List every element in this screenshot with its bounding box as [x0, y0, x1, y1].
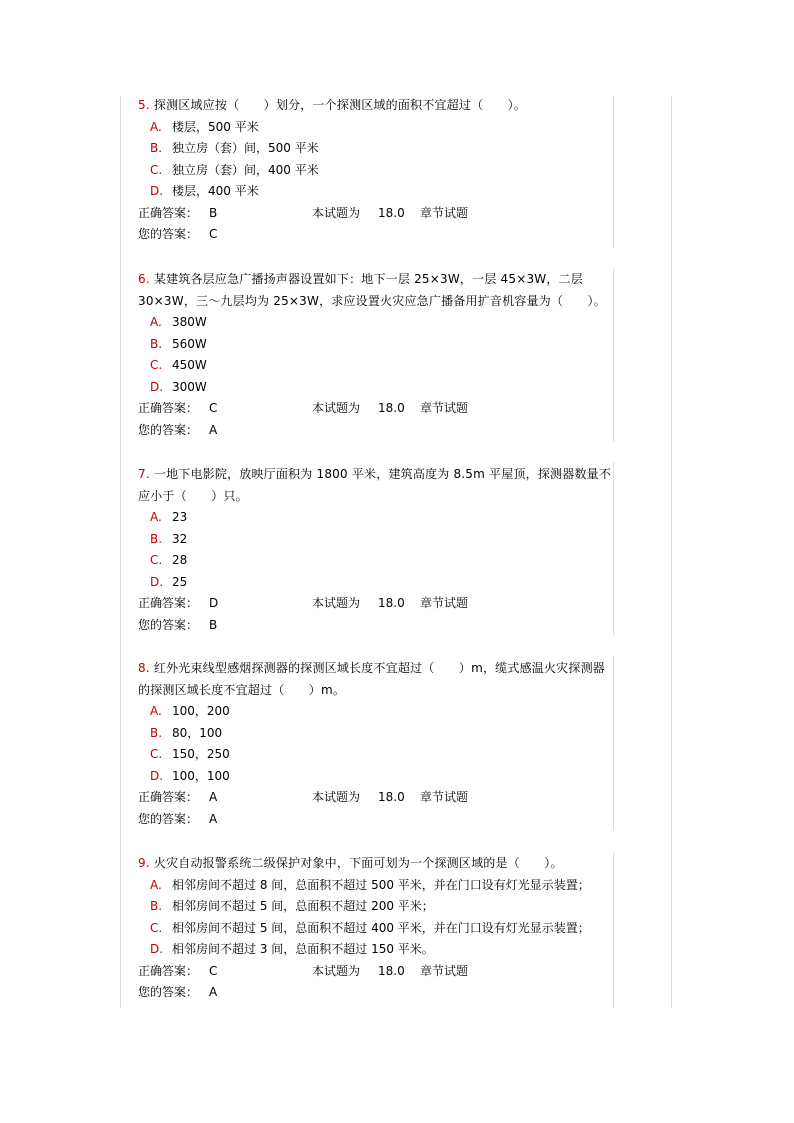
option-letter: D.	[150, 768, 164, 783]
your-answer-value: C	[209, 227, 218, 242]
question-5	[138, 95, 614, 246]
option-a[interactable]	[138, 507, 614, 529]
option-letter: C.	[150, 553, 163, 568]
question-number: 6.	[138, 272, 150, 286]
option-text: 100，100	[172, 768, 230, 783]
option-text: 80，100	[172, 725, 223, 740]
correct-answer-value: C	[209, 401, 218, 416]
option-text: 32	[172, 531, 188, 546]
option-text: 300W	[172, 379, 207, 394]
option-b[interactable]	[138, 529, 614, 551]
option-text: 150，250	[172, 747, 230, 762]
option-text: 560W	[172, 336, 207, 351]
score-label: 本试题为	[312, 205, 361, 220]
option-letter: D.	[150, 184, 164, 199]
question-8	[138, 658, 614, 831]
option-list	[138, 875, 614, 961]
option-letter: C.	[150, 358, 163, 373]
question-text: 火灾自动报警系统二级保护对象中，下面可划为一个探测区域的是（ ）。	[153, 856, 563, 870]
option-text: 380W	[172, 315, 207, 329]
your-answer-value: A	[209, 811, 218, 826]
score-label: 本试题为	[312, 401, 361, 416]
option-a[interactable]	[138, 875, 614, 897]
correct-answer-row	[138, 398, 614, 420]
question-7	[138, 464, 614, 637]
your-answer-label: 您的答案：	[138, 617, 199, 632]
option-letter: A.	[150, 119, 162, 134]
option-letter: C.	[150, 162, 163, 177]
question-text: 探测区域应按（ ）划分，一个探测区域的面积不宜超过（ ）。	[153, 98, 527, 112]
chapter-label: 章节试题	[420, 401, 469, 416]
question-number: 7.	[138, 467, 150, 481]
option-list	[138, 312, 614, 398]
option-letter: B.	[150, 899, 163, 914]
question-title	[138, 269, 614, 312]
option-d[interactable]	[138, 939, 614, 961]
score-label: 本试题为	[312, 963, 361, 978]
score-value: 18.0	[378, 790, 405, 805]
question-text: 一地下电影院，放映厅面积为 1800 平米，建筑高度为 8.5m 平屋顶，探测器数量不应小于（ ）只。	[138, 467, 612, 503]
option-text: 独立房（套）间，400 平米	[172, 162, 319, 177]
option-text: 相邻房间不超过 5 间，总面积不超过 400 平米，并在门口设有灯光显示装置；	[172, 920, 590, 935]
correct-answer-value: C	[209, 963, 218, 978]
option-text: 楼层，500 平米	[172, 119, 259, 134]
your-answer-label: 您的答案：	[138, 422, 199, 437]
correct-answer-label: 正确答案：	[138, 596, 199, 611]
option-letter: C.	[150, 747, 163, 762]
option-letter: B.	[150, 141, 163, 156]
score-value: 18.0	[378, 596, 405, 611]
your-answer-value: B	[209, 617, 218, 632]
option-c[interactable]	[138, 160, 614, 182]
your-answer-label: 您的答案：	[138, 985, 199, 1000]
option-letter: A.	[150, 704, 162, 718]
your-answer-row	[138, 420, 614, 442]
question-title	[138, 658, 614, 701]
score-label: 本试题为	[312, 596, 361, 611]
option-d[interactable]	[138, 766, 614, 788]
question-title	[138, 464, 614, 507]
score-value: 18.0	[378, 963, 405, 978]
option-d[interactable]	[138, 572, 614, 594]
correct-answer-row	[138, 787, 614, 809]
option-c[interactable]	[138, 355, 614, 377]
score-label: 本试题为	[312, 790, 361, 805]
option-list	[138, 507, 614, 593]
option-text: 28	[172, 553, 188, 568]
option-a[interactable]	[138, 117, 614, 139]
your-answer-label: 您的答案：	[138, 811, 199, 826]
option-letter: A.	[150, 510, 162, 524]
question-6	[138, 269, 614, 442]
your-answer-row	[138, 982, 614, 1004]
option-letter: A.	[150, 315, 162, 329]
question-text: 红外光束线型感烟探测器的探测区域长度不宜超过（ ）m，缆式感温火灾探测器的探测区域长度不宜超过（ ）m。	[138, 661, 605, 697]
question-title	[138, 853, 614, 875]
option-list	[138, 701, 614, 787]
question-title	[138, 95, 614, 117]
option-text: 相邻房间不超过 5 间，总面积不超过 200 平米；	[172, 899, 434, 914]
your-answer-label: 您的答案：	[138, 227, 199, 242]
question-number: 9.	[138, 856, 150, 870]
option-d[interactable]	[138, 377, 614, 399]
correct-answer-value: A	[209, 790, 218, 805]
correct-answer-row	[138, 203, 614, 225]
option-b[interactable]	[138, 896, 614, 918]
option-c[interactable]	[138, 550, 614, 572]
option-text: 相邻房间不超过 8 间，总面积不超过 500 平米，并在门口设有灯光显示装置；	[172, 877, 590, 892]
correct-answer-label: 正确答案：	[138, 790, 199, 805]
chapter-label: 章节试题	[420, 596, 469, 611]
option-text: 23	[172, 510, 188, 524]
option-letter: D.	[150, 574, 164, 589]
option-letter: A.	[150, 877, 162, 892]
correct-answer-value: B	[209, 205, 218, 220]
option-letter: D.	[150, 942, 164, 957]
option-b[interactable]	[138, 334, 614, 356]
option-letter: B.	[150, 336, 163, 351]
option-a[interactable]	[138, 312, 614, 334]
score-value: 18.0	[378, 401, 405, 416]
right-border-line	[671, 96, 672, 1008]
option-text: 独立房（套）间，500 平米	[172, 141, 319, 156]
score-value: 18.0	[378, 205, 405, 220]
option-b[interactable]	[138, 723, 614, 745]
chapter-label: 章节试题	[420, 205, 469, 220]
option-letter: C.	[150, 920, 163, 935]
option-letter: B.	[150, 725, 163, 740]
chapter-label: 章节试题	[420, 963, 469, 978]
correct-answer-row	[138, 961, 614, 983]
your-answer-value: A	[209, 985, 218, 1000]
option-d[interactable]	[138, 181, 614, 203]
question-9	[138, 853, 614, 1004]
question-number: 5.	[138, 98, 150, 112]
your-answer-value: A	[209, 422, 218, 437]
correct-answer-row	[138, 593, 614, 615]
option-text: 100，200	[172, 704, 230, 718]
option-b[interactable]	[138, 138, 614, 160]
option-c[interactable]	[138, 918, 614, 940]
option-list	[138, 117, 614, 203]
option-text: 25	[172, 574, 188, 589]
left-border-line	[120, 96, 121, 1008]
correct-answer-label: 正确答案：	[138, 401, 199, 416]
option-letter: D.	[150, 379, 164, 394]
correct-answer-value: D	[209, 596, 219, 611]
correct-answer-label: 正确答案：	[138, 963, 199, 978]
chapter-label: 章节试题	[420, 790, 469, 805]
option-text: 楼层，400 平米	[172, 184, 259, 199]
your-answer-row	[138, 809, 614, 831]
option-a[interactable]	[138, 701, 614, 723]
option-text: 相邻房间不超过 3 间，总面积不超过 150 平米。	[172, 942, 434, 957]
your-answer-row	[138, 224, 614, 246]
question-text: 某建筑各层应急广播扬声器设置如下：地下一层 25×3W，一层 45×3W，二层 30×3W，三～九层均为 25×3W，求应设置火灾应急广播备用扩音机容量为（ ）。	[138, 272, 606, 308]
your-answer-row	[138, 615, 614, 637]
question-number: 8.	[138, 661, 150, 675]
option-c[interactable]	[138, 744, 614, 766]
option-text: 450W	[172, 358, 207, 373]
correct-answer-label: 正确答案：	[138, 205, 199, 220]
option-letter: B.	[150, 531, 163, 546]
